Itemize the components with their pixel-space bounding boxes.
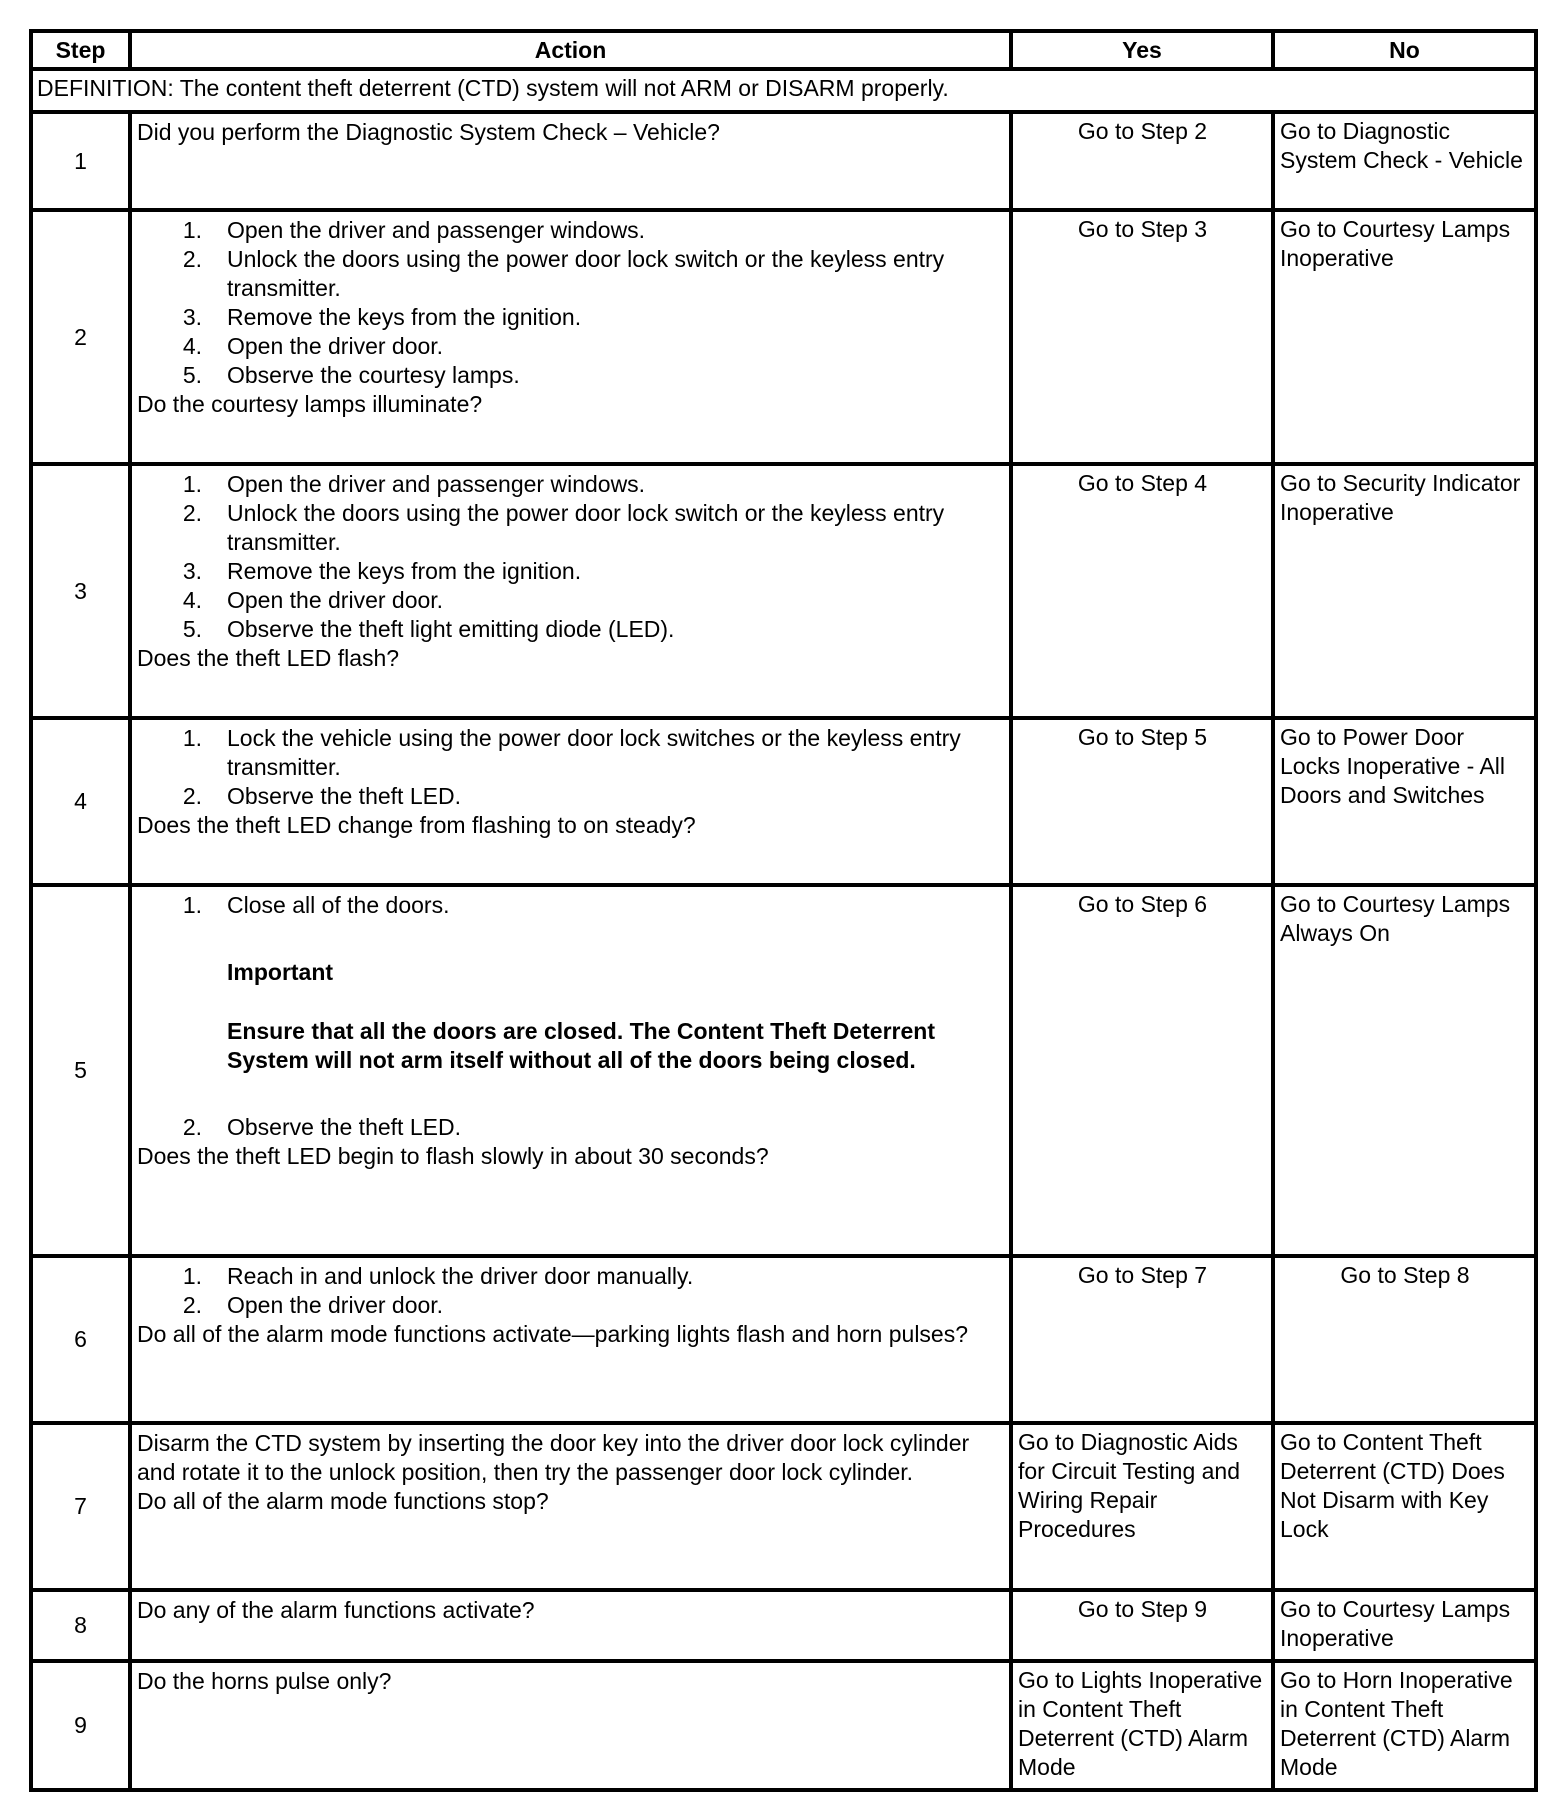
yes-cell	[1011, 1590, 1273, 1661]
step-number: 8	[31, 1590, 130, 1661]
table-row	[31, 885, 1536, 1256]
no-link[interactable]: Go to Horn Inoperative in Content Theft Deterrent (CTD) Alarm Mode	[1280, 1667, 1513, 1780]
header-yes: Yes	[1011, 31, 1273, 69]
list-item: 2. Observe the theft LED.	[182, 1114, 461, 1140]
action-cell	[130, 1661, 1011, 1790]
no-cell	[1273, 1423, 1536, 1590]
yes-link[interactable]: Go to Step 2	[1077, 118, 1208, 144]
yes-link[interactable]: Go to Step 4	[1077, 470, 1208, 496]
step-number: 7	[31, 1423, 130, 1590]
yes-cell	[1011, 112, 1273, 210]
yes-cell	[1011, 210, 1273, 464]
header-no: No	[1273, 31, 1536, 69]
question-text: Do the courtesy lamps illuminate?	[137, 391, 483, 417]
question-text: Did you perform the Diagnostic System Check – Vehicle?	[137, 119, 720, 145]
action-cell	[130, 1590, 1011, 1661]
yes-cell	[1011, 1661, 1273, 1790]
no-cell	[1273, 464, 1536, 718]
table-row	[31, 1423, 1536, 1590]
list-item: 3. Remove the keys from the ignition.	[182, 304, 582, 330]
instruction-list	[137, 891, 1005, 920]
list-item: 2. Unlock the doors using the power door lock switch or the keyless entry transmitter.	[182, 500, 945, 555]
list-item: 4. Open the driver door.	[182, 333, 444, 359]
instruction-list	[137, 724, 1005, 811]
list-item: 2. Observe the theft LED.	[182, 783, 461, 809]
no-link[interactable]: Go to Courtesy Lamps Inoperative	[1280, 216, 1511, 271]
no-link[interactable]: Go to Content Theft Deterrent (CTD) Does Not Disarm with Key Lock	[1280, 1429, 1505, 1542]
important-text: Ensure that all the doors are closed. The Content Theft Deterrent System will not arm itself without all of the doors being closed.	[227, 1018, 936, 1073]
action-cell	[130, 464, 1011, 718]
list-item: 1. Lock the vehicle using the power door lock switches or the keyless entry transmitter.	[182, 725, 961, 780]
yes-link[interactable]: Go to Step 5	[1077, 724, 1208, 750]
yes-link[interactable]: Go to Diagnostic Aids for Circuit Testing and Wiring Repair Procedures	[1018, 1429, 1241, 1542]
instruction-list	[137, 1262, 1005, 1320]
important-title: Important	[227, 959, 334, 985]
action-cell	[130, 210, 1011, 464]
table-row	[31, 1590, 1536, 1661]
action-cell	[130, 1423, 1011, 1590]
yes-cell	[1011, 718, 1273, 885]
definition-text: DEFINITION: The content theft deterrent (CTD) system will not ARM or DISARM properly.	[31, 69, 1536, 112]
action-cell	[130, 112, 1011, 210]
instruction-list	[137, 470, 1005, 644]
list-item: 5. Observe the courtesy lamps.	[182, 362, 520, 388]
list-item: 3. Remove the keys from the ignition.	[182, 558, 582, 584]
no-cell	[1273, 718, 1536, 885]
question-text: Does the theft LED change from flashing to on steady?	[137, 812, 696, 838]
header-step: Step	[31, 31, 130, 69]
diagnostic-table	[29, 29, 1538, 1792]
yes-link[interactable]: Go to Step 3	[1077, 216, 1208, 242]
no-link[interactable]: Go to Security Indicator Inoperative	[1280, 470, 1521, 525]
no-cell	[1273, 885, 1536, 1256]
table-row	[31, 464, 1536, 718]
header-row	[31, 31, 1536, 69]
step-number: 1	[31, 112, 130, 210]
yes-cell	[1011, 1256, 1273, 1423]
no-link[interactable]: Go to Step 8	[1340, 1262, 1470, 1288]
no-cell	[1273, 112, 1536, 210]
instruction-list	[137, 216, 1005, 390]
list-item: 1. Reach in and unlock the driver door manually.	[182, 1263, 694, 1289]
list-item: 1. Close all of the doors.	[182, 892, 450, 918]
no-link[interactable]: Go to Courtesy Lamps Inoperative	[1280, 1596, 1511, 1651]
yes-link[interactable]: Go to Step 7	[1077, 1262, 1208, 1288]
question-text: Do all of the alarm mode functions stop?	[137, 1488, 549, 1514]
list-item: 5. Observe the theft light emitting diode (LED).	[182, 616, 675, 642]
table-row	[31, 1256, 1536, 1423]
table-row	[31, 718, 1536, 885]
yes-cell	[1011, 464, 1273, 718]
intro-text: Disarm the CTD system by inserting the door key into the driver door lock cylinder and rotate it to the unlock position, then try the passenger door lock cylinder.	[137, 1430, 970, 1485]
list-item: 1. Open the driver and passenger windows.	[182, 471, 646, 497]
step-number: 3	[31, 464, 130, 718]
table-row	[31, 112, 1536, 210]
step-number: 2	[31, 210, 130, 464]
no-cell	[1273, 210, 1536, 464]
list-item: 1. Open the driver and passenger windows.	[182, 217, 646, 243]
question-text: Does the theft LED begin to flash slowly in about 30 seconds?	[137, 1143, 769, 1169]
question-text: Does the theft LED flash?	[137, 645, 400, 671]
action-cell	[130, 718, 1011, 885]
instruction-list	[137, 1113, 1005, 1142]
list-item: 2. Open the driver door.	[182, 1292, 444, 1318]
table-row	[31, 1661, 1536, 1790]
yes-link[interactable]: Go to Step 9	[1077, 1596, 1208, 1622]
no-cell	[1273, 1256, 1536, 1423]
yes-cell	[1011, 1423, 1273, 1590]
definition-row	[31, 69, 1536, 112]
no-link[interactable]: Go to Power Door Locks Inoperative - All Doors and Switches	[1280, 724, 1506, 808]
header-action: Action	[130, 31, 1011, 69]
step-number: 9	[31, 1661, 130, 1790]
step-number: 5	[31, 885, 130, 1256]
no-cell	[1273, 1590, 1536, 1661]
list-item: 4. Open the driver door.	[182, 587, 444, 613]
question-text: Do any of the alarm functions activate?	[137, 1597, 535, 1623]
important-note	[227, 958, 1005, 1075]
action-cell	[130, 1256, 1011, 1423]
no-link[interactable]: Go to Diagnostic System Check - Vehicle	[1280, 118, 1523, 173]
yes-cell	[1011, 885, 1273, 1256]
step-number: 4	[31, 718, 130, 885]
table-row	[31, 210, 1536, 464]
list-item: 2. Unlock the doors using the power door lock switch or the keyless entry transmitter.	[182, 246, 945, 301]
step-number: 6	[31, 1256, 130, 1423]
yes-link[interactable]: Go to Step 6	[1077, 891, 1208, 917]
question-text: Do all of the alarm mode functions activate—parking lights flash and horn pulses?	[137, 1321, 969, 1347]
no-cell	[1273, 1661, 1536, 1790]
yes-link[interactable]: Go to Lights Inoperative in Content Theft Deterrent (CTD) Alarm Mode	[1018, 1667, 1263, 1780]
no-link[interactable]: Go to Courtesy Lamps Always On	[1280, 891, 1511, 946]
action-cell	[130, 885, 1011, 1256]
question-text: Do the horns pulse only?	[137, 1668, 392, 1694]
